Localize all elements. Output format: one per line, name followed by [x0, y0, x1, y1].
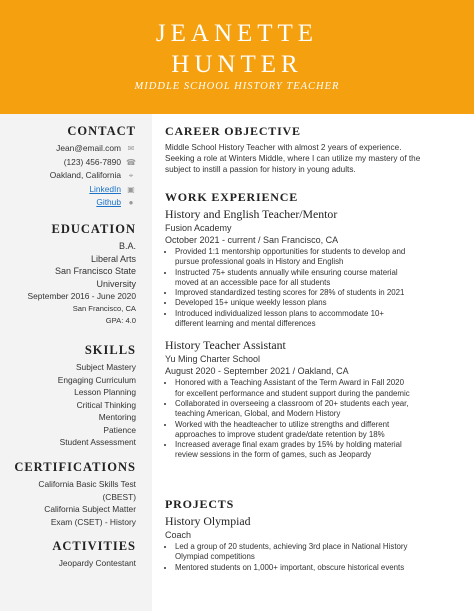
objective-line: Middle School History Teacher with almost 2 years of experience. [165, 143, 402, 152]
education-dates: September 2016 - June 2020 [27, 291, 136, 301]
job-entry-bullets [165, 378, 465, 460]
bullet-item: • Instructed 75+ students annually while ensuring course material moved at an accessible pace for all students [175, 268, 465, 289]
phone-icon: ☎ [126, 157, 136, 167]
skills-heading: SKILLS [84, 343, 136, 357]
skill-item: Engaging Curriculum [57, 374, 136, 385]
education-heading: EDUCATION [51, 222, 136, 236]
job-entry-title: History Teacher Assistant [165, 338, 286, 353]
skill-item: Patience [103, 424, 136, 435]
bullet-item: • Increased average final exam grades by 15% by holding material review sessions in the form of games, such as Jeopardy [175, 440, 465, 461]
education-field: Liberal Arts [90, 253, 136, 264]
location-icon: ⌖ [128, 171, 134, 180]
activities-heading: ACTIVITIES [52, 539, 136, 553]
contact-linkedin [50, 183, 136, 197]
bullet-item: • Worked with the headteacher to utilize strengths and different approaches to improve student grade/date retention by 18% [175, 420, 465, 441]
linkedin-icon: ▣ [127, 184, 135, 194]
linkedin-link[interactable]: LinkedIn [89, 183, 121, 194]
candidate-first-name: JEANETTE [155, 20, 319, 47]
job-entry [165, 338, 465, 460]
job-entry-dates-location: August 2020 - September 2021 / Oakland, CA [165, 366, 349, 377]
bullet-item: • Mentored students on 1,000+ important, obscure historical events [175, 563, 465, 573]
job-entry-bullets [165, 247, 465, 329]
education-location: San Francisco, CA [72, 303, 136, 313]
project-entry [165, 514, 465, 573]
certifications-section [14, 460, 136, 528]
projects-heading: PROJECTS [165, 497, 235, 511]
job-entry-dates-location: October 2021 - current / San Francisco, CA [165, 235, 339, 245]
bullet-item: • Provided 1:1 mentorship opportunities for students to develop and pursue professional goals in History and English [175, 247, 465, 268]
education-degree: B.A. [118, 241, 136, 251]
contact-section [50, 124, 136, 210]
skill-item: Subject Mastery [75, 362, 136, 372]
candidate-last-name: HUNTER [171, 51, 303, 78]
skill-item: Critical Thinking [76, 399, 136, 410]
job-entry [165, 207, 465, 329]
experience-section [165, 190, 465, 461]
project-title: History Olympiad [165, 514, 251, 528]
job-entry-company: Yu Ming Charter School [165, 354, 261, 365]
skill-item: Student Assessment [59, 437, 136, 447]
objective-line: subject to instill a passion for history in young adults. [165, 165, 356, 174]
experience-heading: WORK EXPERIENCE [165, 190, 299, 204]
objective-heading: CAREER OBJECTIVE [165, 124, 301, 138]
bullet-item: • Led a group of 20 students, achieving 3rd place in National History Olympiad competitions [175, 542, 465, 563]
skill-item: Mentoring [98, 412, 136, 422]
bullet-item: • Collaborated in overseeing a classroom of 20+ students each year, teaching American, Global, and Modern History [175, 399, 465, 420]
project-role: Coach [165, 530, 192, 540]
activities-section [52, 539, 136, 570]
github-link[interactable]: Github [96, 197, 121, 207]
projects-section [165, 497, 465, 573]
contact-github [50, 196, 136, 210]
bullet-item: • Developed 15+ unique weekly lesson plans [175, 298, 465, 308]
certification-line: (CBEST) [102, 491, 136, 502]
project-bullets [165, 542, 465, 573]
resume-header [0, 0, 474, 114]
education-section [28, 222, 137, 328]
github-icon: ● [128, 198, 134, 207]
objective-line: Seeking a role at Winters Middle, where I can utilize my mastery of the [165, 154, 421, 163]
bullet-item: • Improved standardized testing scores for 28% of students in 2021 [175, 288, 465, 298]
job-title: MIDDLE SCHOOL HISTORY TEACHER [134, 81, 340, 92]
email-icon: ✉ [127, 144, 135, 153]
certifications-heading: CERTIFICATIONS [14, 460, 136, 474]
activity-item: Jeopardy Contestant [58, 558, 136, 568]
certification-line: Exam (CSET) - History [50, 516, 136, 527]
contact-location: Oakland, California ⌖ [50, 169, 136, 183]
education-school-cont: University [96, 278, 136, 289]
certification-line: California Subject Matter [44, 504, 136, 514]
contact-email: Jean@email.com ✉ [50, 142, 136, 156]
bullet-item: • Honored with a Teaching Assistant of the Term Award in Fall 2020 for excellent performance and student support during the pandemic [175, 378, 465, 399]
objective-section [165, 124, 465, 175]
skills-section [58, 343, 136, 449]
education-school: San Francisco State [54, 266, 136, 276]
certification-line: California Basic Skills Test [38, 479, 136, 489]
job-entry-company: Fusion Academy [165, 223, 232, 233]
contact-heading: CONTACT [67, 124, 136, 138]
contact-phone: (123) 456-7890 ☎ [50, 156, 136, 170]
education-gpa: GPA: 4.0 [105, 316, 136, 325]
job-entry-title: History and English Teacher/Mentor [165, 207, 338, 221]
bullet-item: • Introduced individualized lesson plans to accommodate 10+ different learning and mental differences [175, 309, 465, 330]
skill-item: Lesson Planning [74, 387, 136, 397]
